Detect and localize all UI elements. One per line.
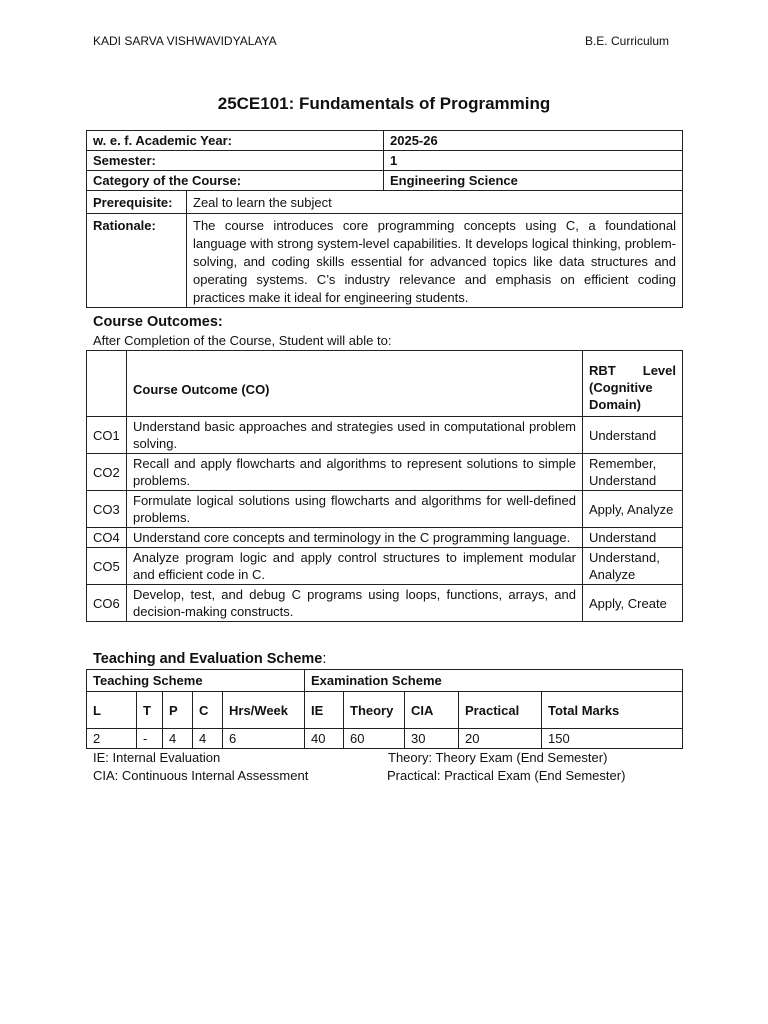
val-theory: 60 — [344, 729, 405, 749]
prerequisite-value: Zeal to learn the subject — [187, 191, 683, 214]
curriculum-label: B.E. Curriculum — [584, 34, 669, 48]
page-header — [93, 34, 669, 50]
table-row — [87, 548, 683, 585]
val-p: 4 — [163, 729, 193, 749]
co-text: Recall and apply flowcharts and algorithms to represent solutions to simple problems. — [127, 454, 583, 491]
legend-practical: Practical: Practical Exam (End Semester) — [387, 768, 626, 783]
scheme-group-row — [87, 670, 683, 692]
rbt-header-line1: RBT Level — [589, 362, 676, 378]
scheme-heading-text: Teaching and Evaluation Scheme — [93, 651, 323, 667]
co-text: Understand basic approaches and strategies used in computational problem solving. — [127, 417, 583, 454]
table-row — [87, 454, 683, 491]
col-ie: IE — [305, 692, 344, 729]
prerequisite-label: Prerequisite: — [87, 191, 187, 214]
co-text: Develop, test, and debug C programs using loops, functions, arrays, and decision-making constructs. — [127, 585, 583, 622]
rationale-value: The course introduces core programming concepts using C, a foundational language with strong system-level capabilities. It develops logical thinking, problem-solving, and coding skills essential for advanced topics like data structures and operating systems. C’s industry relevance and emphasis on efficient coding practices make it ideal for engineering students. — [187, 214, 683, 308]
info-row-academic-year — [87, 131, 683, 151]
val-total-marks: 150 — [542, 729, 683, 749]
co-rbt: Apply, Create — [583, 585, 683, 622]
university-name: KADI SARVA VISHWAVIDYALAYA — [93, 34, 277, 48]
scheme-heading-colon: : — [322, 651, 327, 667]
val-t: - — [137, 729, 163, 749]
info-row-prerequisite — [87, 191, 683, 214]
co-rbt: Understand, Analyze — [583, 548, 683, 585]
scheme-heading — [93, 651, 326, 667]
co-rbt: Apply, Analyze — [583, 491, 683, 528]
col-total-marks: Total Marks — [542, 692, 683, 729]
course-outcomes-subheading: After Completion of the Course, Student will able to: — [93, 333, 392, 348]
val-l: 2 — [87, 729, 137, 749]
co-id-header — [87, 351, 127, 417]
co-header: Course Outcome (CO) — [127, 351, 583, 417]
exam-scheme-label: Examination Scheme — [305, 670, 683, 692]
co-id: CO3 — [87, 491, 127, 528]
val-practical: 20 — [459, 729, 542, 749]
val-c: 4 — [193, 729, 223, 749]
info-row-semester — [87, 151, 683, 171]
course-outcomes-table — [86, 350, 683, 622]
col-p: P — [163, 692, 193, 729]
col-practical: Practical — [459, 692, 542, 729]
table-row — [87, 491, 683, 528]
rationale-label: Rationale: — [87, 214, 187, 308]
rbt-header-line2: (Cognitive Domain) — [589, 379, 653, 412]
info-row-rationale — [87, 214, 683, 308]
scheme-values-row — [87, 729, 683, 749]
rbt-header — [583, 351, 683, 417]
table-row — [87, 528, 683, 548]
semester-value: 1 — [384, 151, 683, 171]
col-hrs-week: Hrs/Week — [223, 692, 305, 729]
col-t: T — [137, 692, 163, 729]
col-theory: Theory — [344, 692, 405, 729]
val-ie: 40 — [305, 729, 344, 749]
legend-theory: Theory: Theory Exam (End Semester) — [388, 750, 608, 765]
co-rbt: Understand — [583, 417, 683, 454]
scheme-table — [86, 669, 683, 749]
co-id: CO1 — [87, 417, 127, 454]
legend-ie: IE: Internal Evaluation — [93, 750, 221, 765]
academic-year-label: w. e. f. Academic Year: — [87, 131, 384, 151]
academic-year-value: 2025-26 — [384, 131, 683, 151]
co-id: CO4 — [87, 528, 127, 548]
course-info-table — [86, 130, 683, 308]
table-row — [87, 417, 683, 454]
co-id: CO6 — [87, 585, 127, 622]
table-row — [87, 585, 683, 622]
val-hrs-week: 6 — [223, 729, 305, 749]
teaching-scheme-label: Teaching Scheme — [87, 670, 305, 692]
legend-cia: CIA: Continuous Internal Assessment — [93, 768, 309, 783]
category-label: Category of the Course: — [87, 171, 384, 191]
course-outcomes-heading: Course Outcomes: — [93, 314, 223, 330]
co-text: Formulate logical solutions using flowcharts and algorithms for well-defined problems. — [127, 491, 583, 528]
co-id: CO2 — [87, 454, 127, 491]
val-cia: 30 — [405, 729, 459, 749]
scheme-columns-row — [87, 692, 683, 729]
co-rbt: Remember, Understand — [583, 454, 683, 491]
page-title: 25CE101: Fundamentals of Programming — [217, 94, 551, 113]
col-l: L — [87, 692, 137, 729]
outcomes-header-row — [87, 351, 683, 417]
col-c: C — [193, 692, 223, 729]
col-cia: CIA — [405, 692, 459, 729]
co-rbt: Understand — [583, 528, 683, 548]
semester-label: Semester: — [87, 151, 384, 171]
co-text: Understand core concepts and terminology in the C programming language. — [127, 528, 583, 548]
info-row-category — [87, 171, 683, 191]
co-id: CO5 — [87, 548, 127, 585]
co-text: Analyze program logic and apply control structures to implement modular and efficient code in C. — [127, 548, 583, 585]
category-value: Engineering Science — [384, 171, 683, 191]
